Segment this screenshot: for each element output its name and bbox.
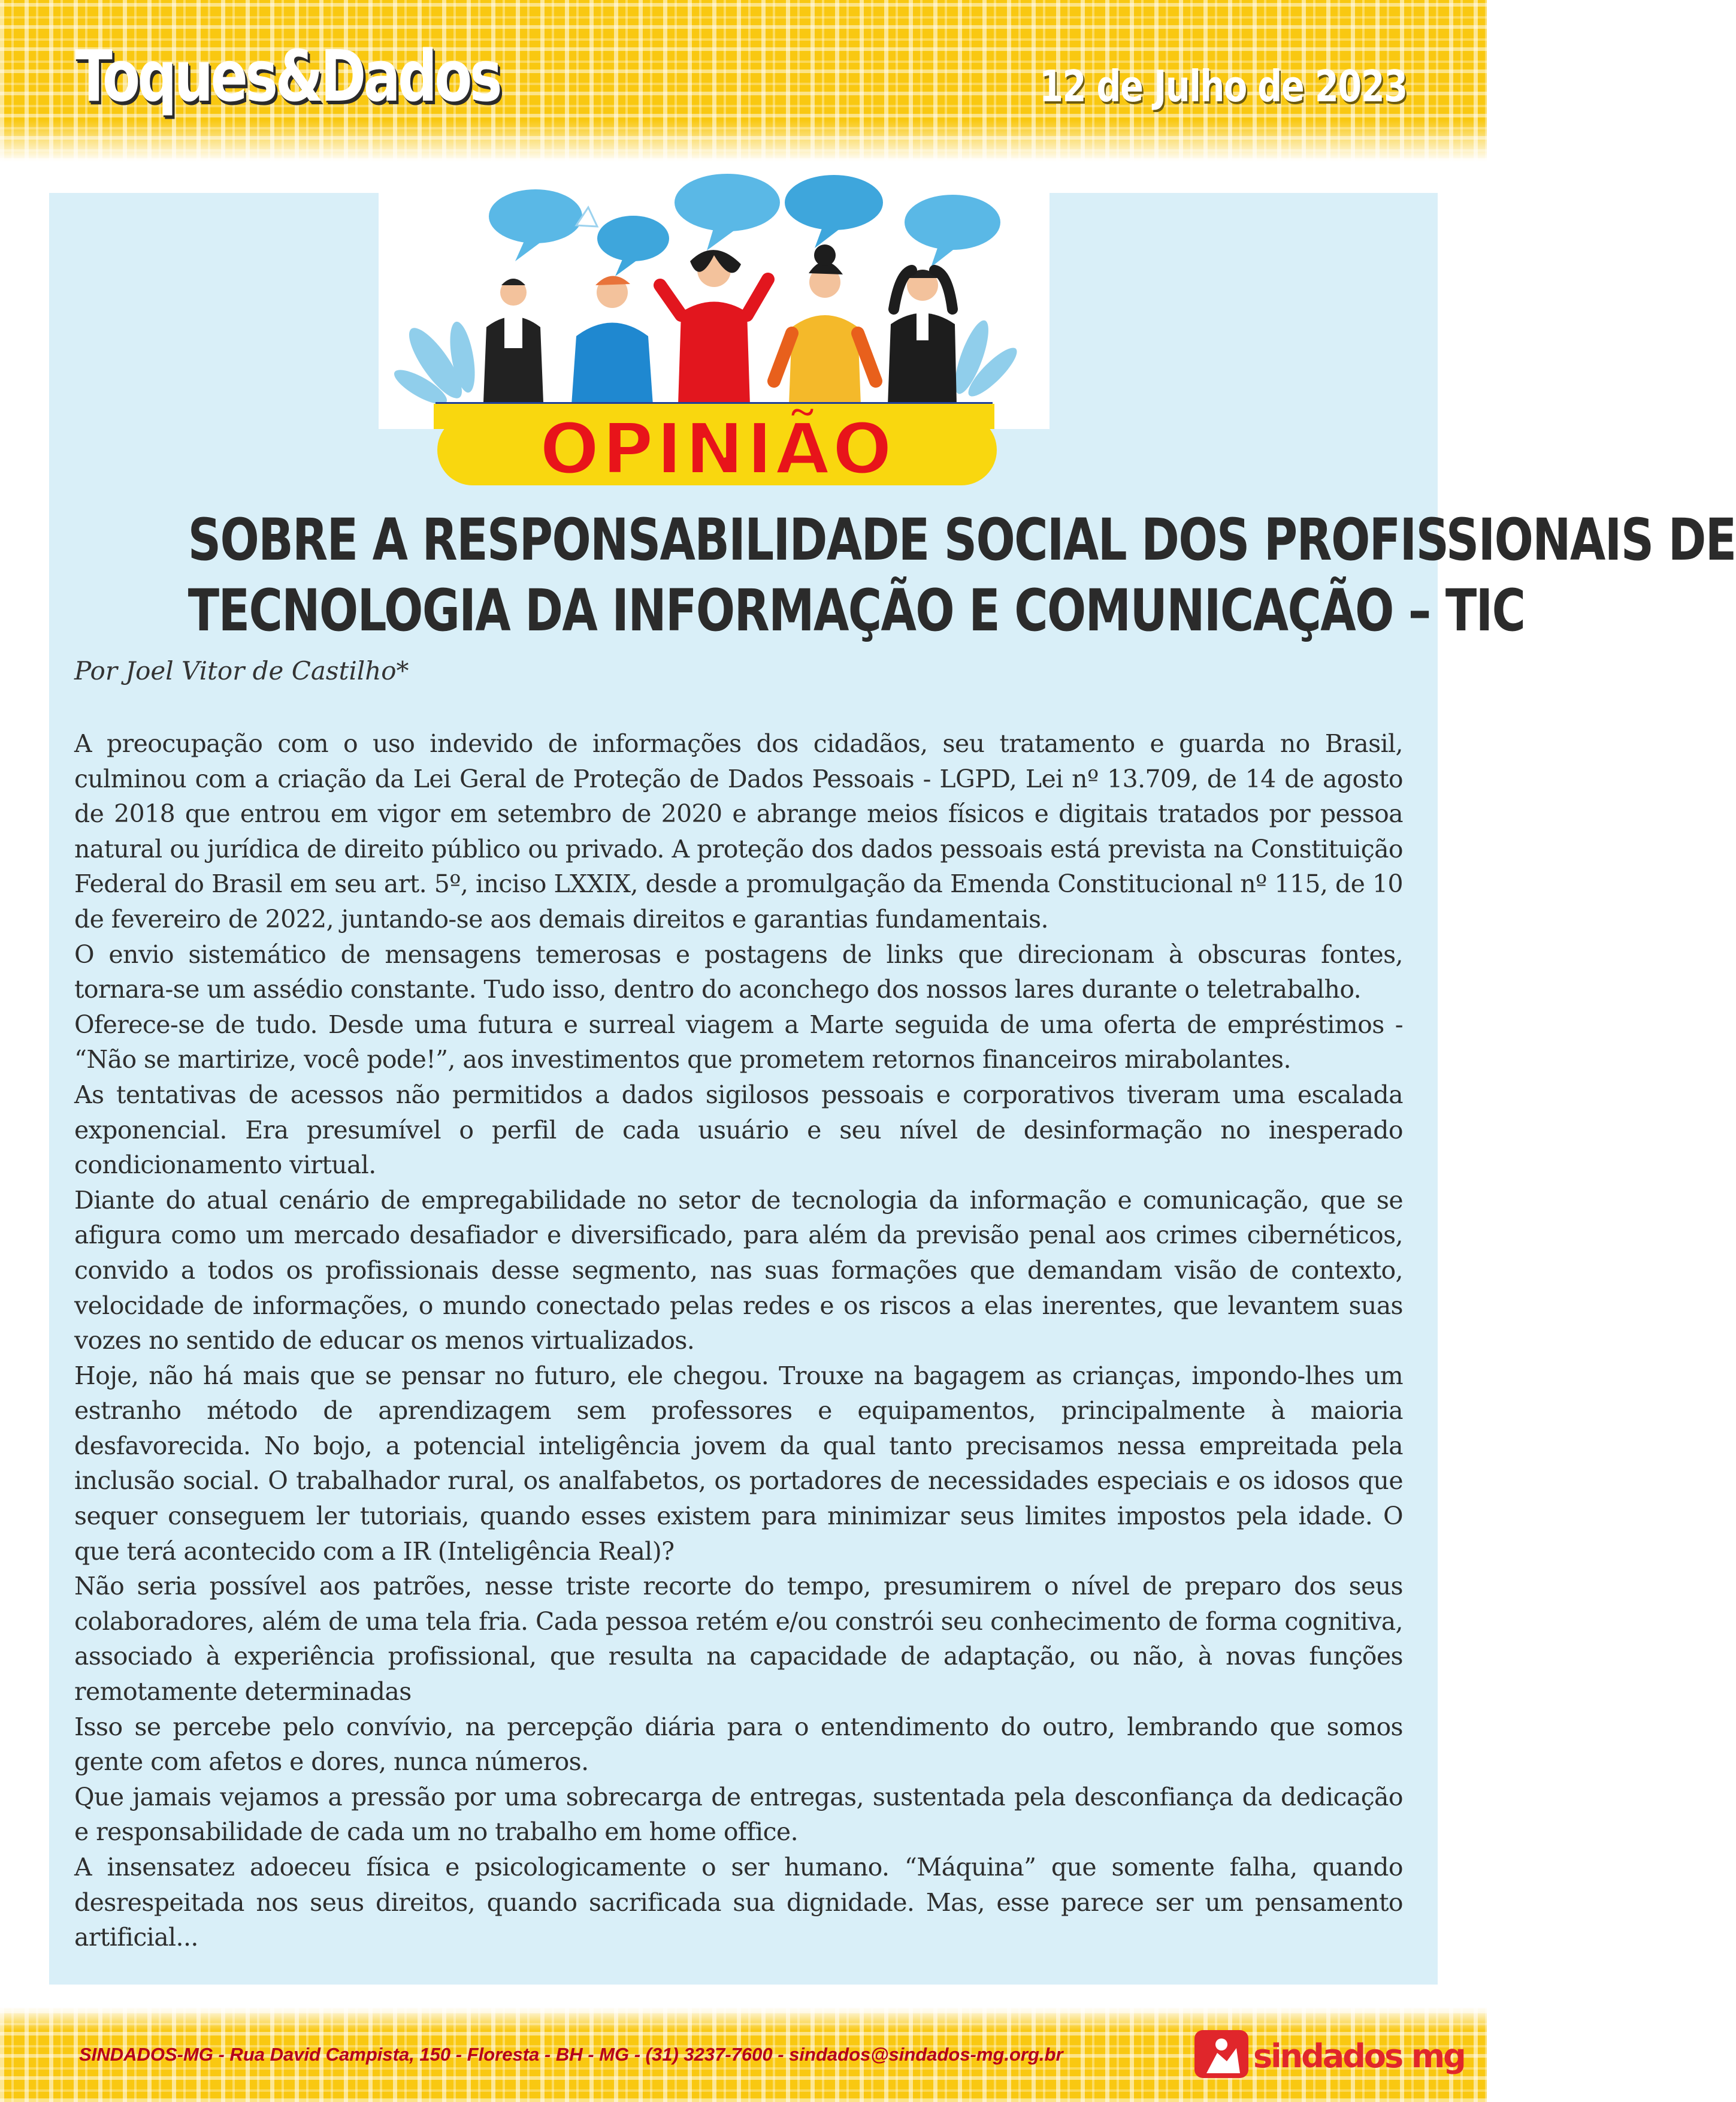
article-paragraph: As tentativas de acessos não permitidos a dados sigilosos pessoais e corporativos tiveram uma escalada exponencial. Era presumível o perfil de cada usuário e seu nível de desinformação no inesperado condicionamento virtual. — [74, 1080, 1403, 1180]
opinion-label: OPINIÃO — [539, 407, 895, 490]
article-headline — [49, 505, 1736, 646]
header-band — [0, 0, 1487, 162]
logo-wordmark: sindados mg — [1253, 2037, 1465, 2075]
article-paragraph: A insensatez adoeceu física e psicologicamente o ser humano. “Máquina” que somente falha, quando desrespeitada nos seus direitos, quando sacrificada sua dignidade. Mas, esse parece ser um pensamento artificial... — [74, 1853, 1403, 1952]
article-paragraph: Diante do atual cenário de empregabilidade no setor de tecnologia da informação e comunicação, que se afigura como um mercado desafiador e diversificado, para além da previsão penal aos crimes cibernéticos, convido a todos os profissionais desse segmento, nas suas formações que demandam visão de contexto, velocidade de informações, o mundo conectado pelas redes e os riscos a elas inerentes, que levantem suas vozes no sentido de educar os menos virtualizados. — [74, 1185, 1403, 1355]
article-paragraph: Que jamais vejamos a pressão por uma sobrecarga de entregas, sustentada pela desconfiança da dedicação e responsabilidade de cada um no trabalho em home office. — [74, 1782, 1403, 1847]
article-paragraph: Isso se percebe pelo convívio, na percepção diária para o entendimento do outro, lembrando que somos gente com afetos e dores, nunca números. — [74, 1712, 1403, 1777]
article-body — [74, 726, 1403, 1955]
article-paragraph: Hoje, não há mais que se pensar no futuro, ele chegou. Trouxe na bagagem as crianças, impondo-lhes um estranho método de aprendizagem sem professores e equipamentos, principalmente à maioria desfavorecida. No bojo, a potencial inteligência jovem da qual tanto precisamos nessa empreitada pela inclusão social. O trabalhador rural, os analfabetos, os portadores de necessidades especiais e os idosos que sequer conseguem ler tutoriais, quando esses existem para minimizar seus limites impostos pela idade. O que terá acontecido com a IR (Inteligência Real)? — [74, 1361, 1403, 1566]
article-paragraph: Não seria possível aos patrões, nesse triste recorte do tempo, presumirem o nível de preparo dos seus colaboradores, além de uma tela fria. Cada pessoa retém e/ou constrói seu conhecimento de forma cognitiva, associado à experiência profissional, que resulta na capacidade de adaptação, ou não, à novas funções remotamente determinadas — [74, 1572, 1403, 1707]
footer-contact: SINDADOS-MG - Rua David Campista, 150 - Floresta - BH - MG - (31) 3237-7600 - sindados@sindados-mg.org.br — [79, 2044, 1063, 2065]
article-paragraph: A preocupação com o uso indevido de informações dos cidadãos, seu tratamento e guarda no Brasil, culminou com a criação da Lei Geral de Proteção de Dados Pessoais - LGPD, Lei nº 13.709, de 14 de agosto de 2018 que entrou em vigor em setembro de 2020 e abrange meios físicos e digitais tratados por pessoa natural ou jurídica de direito público ou privado. A proteção dos dados pessoais está prevista na Constituição Federal do Brasil em seu art. 5º, inciso LXXIX, desde a promulgação da Emenda Constitucional nº 115, de 10 de fevereiro de 2022, juntando-se aos demais direitos e garantias fundamentais. — [74, 729, 1403, 934]
issue-date: 12 de Julho de 2023 — [1039, 61, 1407, 111]
newsletter-title: Toques&Dados — [75, 35, 500, 117]
headline-line-1: SOBRE A RESPONSABILIDADE SOCIAL DOS PROFISSIONAIS DE — [187, 506, 1736, 573]
headline-line-2: TECNOLOGIA DA INFORMAÇÃO E COMUNICAÇÃO – TIC — [187, 577, 1525, 644]
article-byline: Por Joel Vitor de Castilho* — [74, 656, 409, 685]
opinion-banner-word — [427, 403, 1008, 493]
article-paragraph: Oferece-se de tudo. Desde uma futura e surreal viagem a Marte seguida de uma oferta de empréstimos - “Não se martirize, você pode!”, aos investimentos que prometem retornos financeiros mirabolantes. — [74, 1010, 1403, 1074]
opinion-illustration — [379, 165, 1050, 429]
sindados-logo — [1193, 2024, 1465, 2084]
article-paragraph: O envio sistemático de mensagens temerosas e postagens de links que direcionam à obscuras fontes, tornara-se um assédio constante. Tudo isso, dentro do aconchego dos nossos lares durante o teletrabalho. — [74, 940, 1403, 1004]
